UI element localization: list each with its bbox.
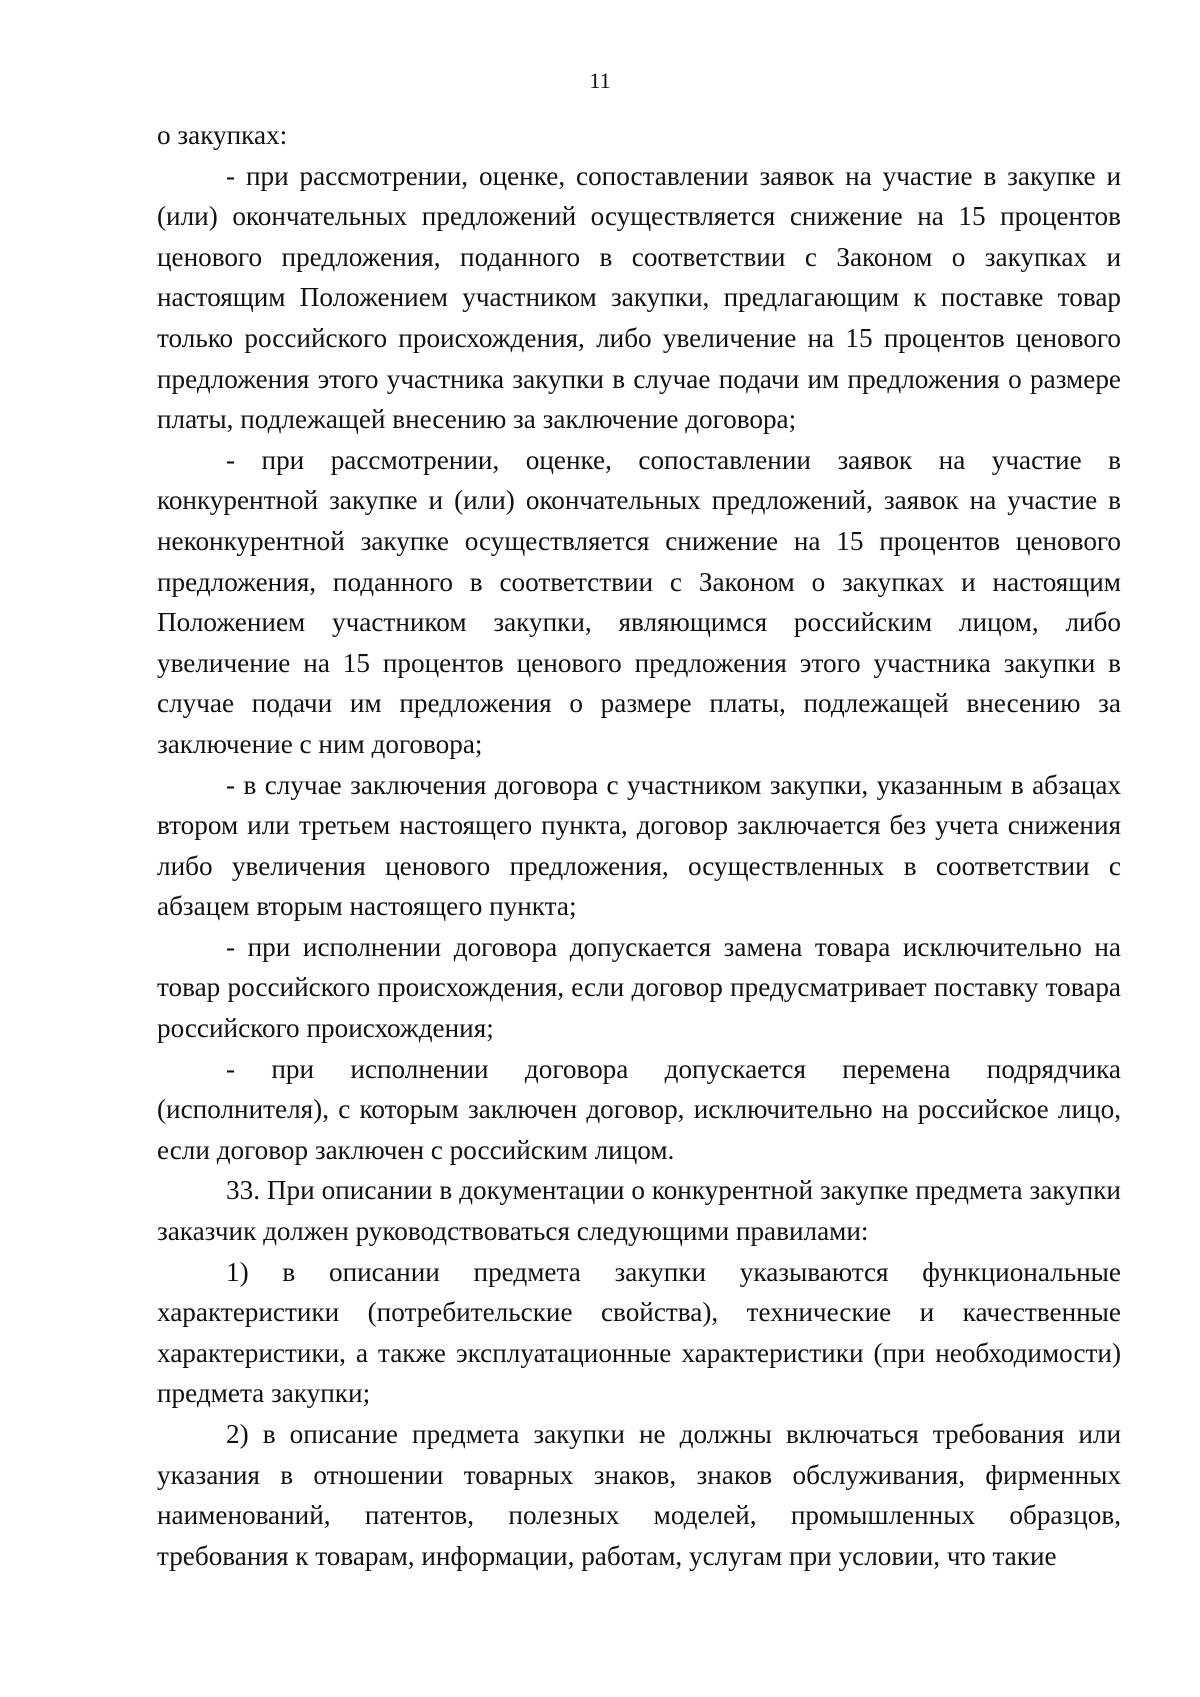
paragraph-continuation: о закупках: [157, 120, 288, 150]
document-body [157, 115, 1121, 1576]
paragraph-contract-without-adjustment: - в случае заключения договора с участником закупки, указанным в абзацах втором или третьем настоящего пункта, договор заключается без учета снижения либо увеличения ценового предложения, осуществленных в соответствии с абзацем вторым настоящего пункта; [157, 769, 1121, 922]
paragraph-rule-1: 1) в описании предмета закупки указываются функциональные характеристики (потребительские свойства), технические и качественные характеристики, а также эксплуатационные характеристики (при необходимости) предмета закупки; [157, 1256, 1121, 1409]
paragraph-rule-2: 2) в описание предмета закупки не должны включаться требования или указания в отношении товарных знаков, знаков обслуживания, фирменных наименований, патентов, полезных моделей, промышленных образцов, требования к товарам, информации, работам, услугам при условии, что такие [157, 1419, 1121, 1571]
paragraph-russian-goods-price-adjustment: - при рассмотрении, оценке, сопоставлении заявок на участие в закупке и (или) окончательных предложений осуществляется снижение на 15 процентов ценового предложения, поданного в соответствии с Законом о закупках и настоящим Положением участником закупки, предлагающим к поставке товар только российского происхождения, либо увеличение на 15 процентов ценового предложения этого участника закупки в случае подачи им предложения о размере платы, подлежащей внесению за заключение договора; [157, 160, 1121, 435]
paragraph-item-33: 33. При описании в документации о конкурентной закупке предмета закупки заказчик должен руководствоваться следующими правилами: [157, 1175, 1121, 1247]
paragraph-contractor-change: - при исполнении договора допускается перемена подрядчика (исполнителя), с которым заключен договор, исключительно на российское лицо, если договор заключен с российским лицом. [157, 1053, 1121, 1165]
paragraph-russian-person-price-adjustment: - при рассмотрении, оценке, сопоставлении заявок на участие в конкурентной закупке и (или) окончательных предложений, заявок на участие в неконкурентной закупке осуществляется снижение на 15 процентов ценового предложения, поданного в соответствии с Законом о закупках и настоящим Положением участником закупки, являющимся российским лицом, либо увеличение на 15 процентов ценового предложения этого участника закупки в случае подачи им предложения о размере платы, подлежащей внесению за заключение с ним договора; [157, 444, 1121, 759]
paragraph-goods-replacement: - при исполнении договора допускается замена товара исключительно на товар российского происхождения, если договор предусматривает поставку товара российского происхождения; [157, 931, 1121, 1044]
page-number: 11 [589, 68, 611, 93]
